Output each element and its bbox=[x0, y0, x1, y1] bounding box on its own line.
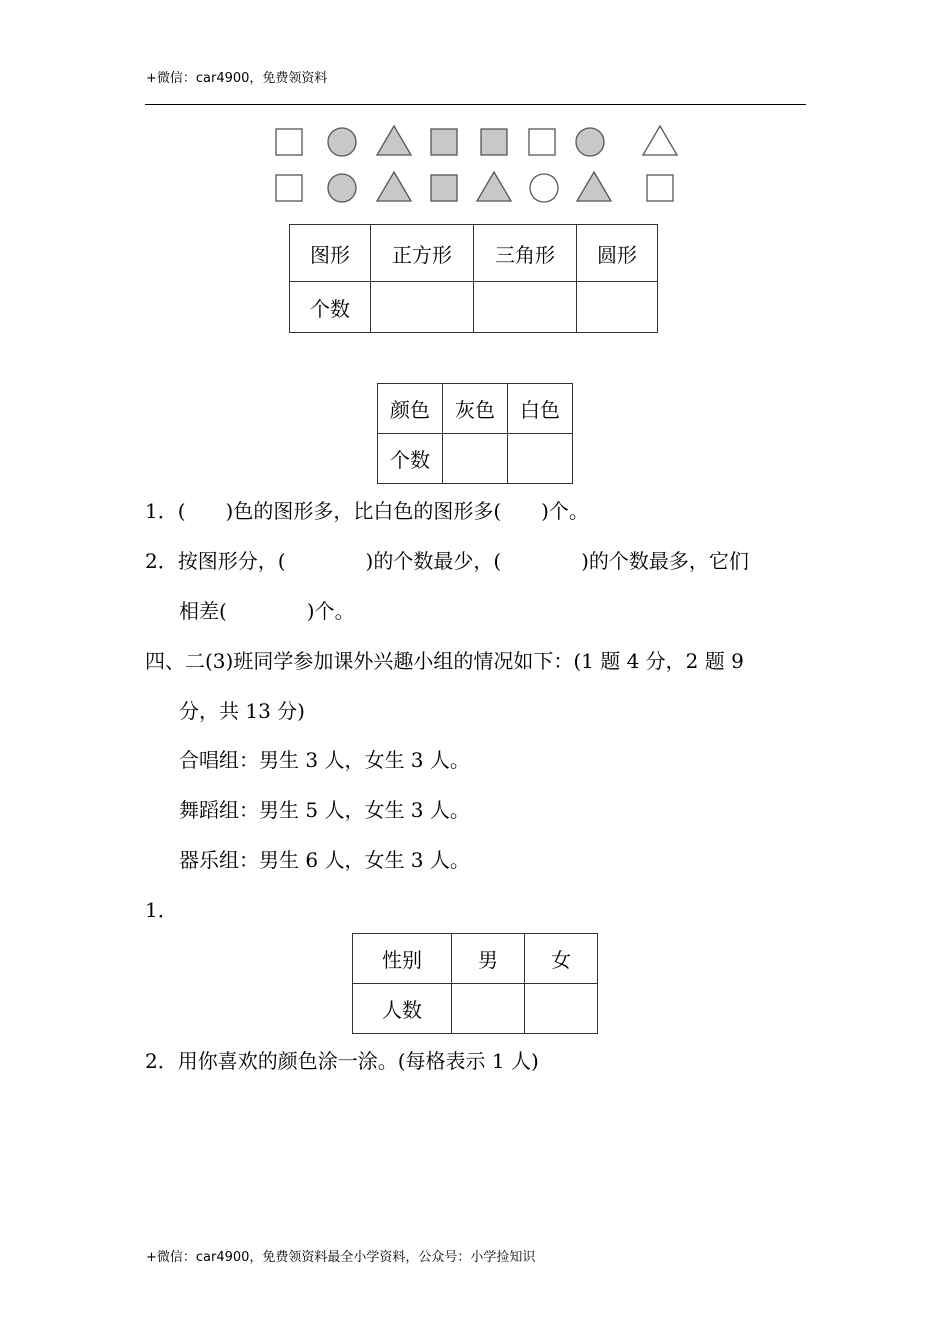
section-4-title-line-2: 分，共 13 分) bbox=[179, 699, 305, 723]
table-header-cell: 圆形 bbox=[577, 225, 658, 282]
table-row-label: 个数 bbox=[290, 282, 371, 333]
sub-question-2: 2．用你喜欢的颜色涂一涂。(每格表示 1 人) bbox=[145, 1049, 539, 1073]
white-square-shape bbox=[529, 129, 555, 155]
sub-question-1: 1． bbox=[145, 898, 178, 922]
question-1: 1．( )色的图形多，比白色的图形多( )个。 bbox=[145, 499, 589, 523]
table-header-cell: 男 bbox=[452, 934, 525, 984]
table-header-cell: 三角形 bbox=[474, 225, 577, 282]
section-4-title-line-1: 四、二(3)班同学参加课外兴趣小组的情况如下：(1 题 4 分，2 题 9 bbox=[145, 649, 744, 673]
white-square-shape bbox=[647, 175, 673, 201]
white-triangle-shape bbox=[643, 126, 677, 155]
group-dance: 舞蹈组：男生 5 人，女生 3 人。 bbox=[179, 798, 470, 822]
answer-cell[interactable] bbox=[508, 434, 573, 484]
table-header-cell: 颜色 bbox=[378, 384, 443, 434]
answer-cell[interactable] bbox=[452, 984, 525, 1034]
shapes-figure bbox=[0, 0, 950, 220]
color-count-table bbox=[377, 383, 573, 484]
table-header-cell: 白色 bbox=[508, 384, 573, 434]
gray-circle-shape bbox=[576, 128, 604, 156]
gray-circle-shape bbox=[328, 128, 356, 156]
shapes-row-2 bbox=[276, 172, 673, 202]
question-2-line-2: 相差( )个。 bbox=[179, 599, 355, 623]
table-header-cell: 女 bbox=[525, 934, 598, 984]
gray-triangle-shape bbox=[377, 126, 411, 155]
white-square-shape bbox=[276, 129, 302, 155]
gray-triangle-shape bbox=[377, 172, 411, 201]
answer-cell[interactable] bbox=[443, 434, 508, 484]
gray-square-shape bbox=[431, 175, 457, 201]
answer-cell[interactable] bbox=[577, 282, 658, 333]
question-2-line-1: 2．按图形分，( )的个数最少，( )的个数最多，它们 bbox=[145, 549, 749, 573]
footer-text: +微信：car4900，免费领资料最全小学资料，公众号：小学捡知识 bbox=[146, 1250, 536, 1265]
answer-cell[interactable] bbox=[371, 282, 474, 333]
header-text: +微信：car4900，免费领资料 bbox=[146, 71, 328, 86]
answer-cell[interactable] bbox=[525, 984, 598, 1034]
table-row-label: 个数 bbox=[378, 434, 443, 484]
table-header-cell: 灰色 bbox=[443, 384, 508, 434]
gray-square-shape bbox=[431, 129, 457, 155]
table-header-cell: 正方形 bbox=[371, 225, 474, 282]
white-square-shape bbox=[276, 175, 302, 201]
group-chorus: 合唱组：男生 3 人，女生 3 人。 bbox=[179, 748, 470, 772]
gray-triangle-shape bbox=[577, 172, 611, 201]
table-row-label: 人数 bbox=[353, 984, 452, 1034]
gray-square-shape bbox=[481, 129, 507, 155]
gender-count-table bbox=[352, 933, 598, 1034]
shape-count-table bbox=[289, 224, 658, 333]
gray-circle-shape bbox=[328, 174, 356, 202]
shapes-row-1 bbox=[276, 126, 677, 156]
answer-cell[interactable] bbox=[474, 282, 577, 333]
group-instrument: 器乐组：男生 6 人，女生 3 人。 bbox=[179, 848, 470, 872]
table-header-cell: 图形 bbox=[290, 225, 371, 282]
table-header-cell: 性别 bbox=[353, 934, 452, 984]
white-circle-shape bbox=[530, 174, 558, 202]
gray-triangle-shape bbox=[477, 172, 511, 201]
